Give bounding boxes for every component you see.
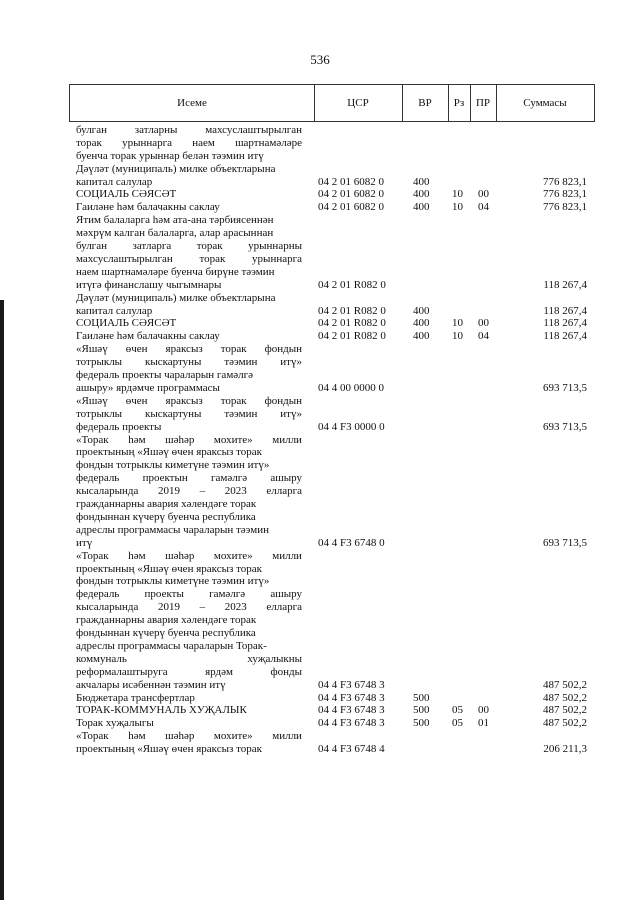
word: урыннарга xyxy=(122,136,173,149)
cell-vr: 400 xyxy=(413,317,430,330)
cell-csr: 04 2 01 6082 0 xyxy=(318,201,384,214)
cell-sum: 487 502,2 xyxy=(543,678,587,691)
row-name xyxy=(76,292,302,318)
word: елларга xyxy=(266,485,302,498)
cell-pr: 00 xyxy=(478,704,489,717)
table-header xyxy=(69,84,595,122)
row-name xyxy=(76,330,302,343)
word: затларга xyxy=(132,240,172,253)
word: СОЦИАЛЬ СӘЯСӘТ xyxy=(76,188,177,201)
row-name xyxy=(76,395,302,434)
cell-csr: 04 2 01 R082 0 xyxy=(318,304,386,317)
word: фондын тотрыклы киметүне тәэмин итү» xyxy=(76,459,270,472)
word: проектының «Яшәү өчен яраксыз торак xyxy=(76,743,262,756)
row-name-line xyxy=(76,137,302,150)
word: фондын xyxy=(264,394,302,407)
word: «Торак xyxy=(76,549,109,562)
cell-vr: 400 xyxy=(413,201,430,214)
cell-sum: 118 267,4 xyxy=(543,330,587,343)
cell-sum: 118 267,4 xyxy=(543,278,587,291)
row-name-line xyxy=(76,601,302,614)
cell-sum: 693 713,5 xyxy=(543,536,587,549)
word: акчалары исәбеннән тәэмин итү xyxy=(76,678,226,691)
word: кысаларында xyxy=(76,485,139,498)
cell-csr: 04 4 F3 6748 0 xyxy=(318,536,385,549)
cell-csr: 04 2 01 R082 0 xyxy=(318,278,386,291)
word: СОЦИАЛЬ СӘЯСӘТ xyxy=(76,317,177,330)
cell-pr: 01 xyxy=(478,717,489,730)
word: федераль проекты чараларын гамәлгә xyxy=(76,369,254,382)
row-name-line xyxy=(76,317,302,330)
row-name-line xyxy=(76,330,302,343)
row-name-line xyxy=(76,227,302,240)
word: мохите» xyxy=(213,433,253,446)
table-row xyxy=(0,292,640,318)
word: итүгә финанслашу чыгымнары xyxy=(76,278,222,291)
row-name-line xyxy=(76,266,302,279)
cell-pr: 00 xyxy=(478,317,489,330)
word: ашыру xyxy=(270,588,302,601)
word: тәэмин xyxy=(224,356,258,369)
cell-sum: 118 267,4 xyxy=(543,304,587,317)
word: 2023 xyxy=(224,601,247,614)
cell-csr: 04 4 F3 6748 4 xyxy=(318,743,385,756)
word: итү» xyxy=(280,356,302,369)
row-name-line xyxy=(76,679,302,692)
row-name-line xyxy=(76,717,302,730)
word: ашыру xyxy=(270,472,302,485)
word: махсуслаштырылган xyxy=(205,124,302,136)
cell-pr: 00 xyxy=(478,188,489,201)
word: затларны xyxy=(134,124,178,136)
word: Гаиләне һәм балачакны саклау xyxy=(76,330,220,343)
word: ашыру» ярдәмче программасы xyxy=(76,381,220,394)
row-name-line xyxy=(76,150,302,163)
word: федераль проекты xyxy=(76,420,162,433)
table-row xyxy=(0,395,640,434)
row-name-line xyxy=(76,369,302,382)
table-row xyxy=(0,343,640,395)
cell-vr: 400 xyxy=(413,330,430,343)
table-row xyxy=(0,692,640,705)
cell-pr: 04 xyxy=(478,201,489,214)
word: фондыннан күчерү буенча республика xyxy=(76,627,256,640)
word: шартнамәләре xyxy=(235,136,302,149)
word: торак xyxy=(199,252,226,265)
word: тотрыклы xyxy=(76,356,123,369)
cell-vr: 400 xyxy=(413,188,430,201)
row-name-line xyxy=(76,588,302,601)
row-name-line xyxy=(76,163,302,176)
row-name-line xyxy=(76,692,302,705)
word: фондын xyxy=(264,343,302,356)
word: наем шартнамәләре буенча бирүне тәэмин xyxy=(76,265,275,278)
column-header-vr: ВР xyxy=(402,85,449,121)
word: итү xyxy=(76,536,93,549)
cell-sum: 487 502,2 xyxy=(543,691,587,704)
cell-csr: 04 4 F3 6748 3 xyxy=(318,704,385,717)
table-row xyxy=(0,188,640,201)
row-name-line xyxy=(76,550,302,563)
row-name-line xyxy=(76,434,302,447)
row-name-line xyxy=(76,382,302,395)
word: кысаларында xyxy=(76,601,139,614)
word: мохите» xyxy=(213,549,253,562)
column-header-csr: ЦСР xyxy=(314,85,403,121)
row-name-line xyxy=(76,472,302,485)
word: яраксыз xyxy=(165,343,203,356)
word: 2019 xyxy=(157,601,180,614)
cell-csr: 04 4 00 0000 0 xyxy=(318,381,384,394)
row-name-line xyxy=(76,485,302,498)
word: буенча торак урыннар белән тәэмин итү xyxy=(76,149,264,162)
row-name xyxy=(76,434,302,550)
row-name-line xyxy=(76,408,302,421)
row-name-line xyxy=(76,459,302,472)
row-name-line xyxy=(76,524,302,537)
word: – xyxy=(199,601,206,614)
word: Ятим балаларга һәм ата-ана тәрбиясеннән xyxy=(76,214,274,227)
row-name-line xyxy=(76,575,302,588)
word: милли xyxy=(272,433,302,446)
row-name-line xyxy=(76,614,302,627)
word: фондыннан күчерү буенча республика xyxy=(76,510,256,523)
row-name-line xyxy=(76,124,302,137)
table-row xyxy=(0,163,640,189)
word: тотрыклы xyxy=(76,407,123,420)
row-name-line xyxy=(76,537,302,550)
cell-rz: 05 xyxy=(452,717,463,730)
cell-vr: 400 xyxy=(413,304,430,317)
word: шәһәр xyxy=(165,549,195,562)
word: реформалаштыруга xyxy=(76,665,168,678)
word: гамәлгә xyxy=(209,588,246,601)
row-name-line xyxy=(76,253,302,266)
row-name xyxy=(76,692,302,705)
table-row xyxy=(0,214,640,291)
row-name-line xyxy=(76,511,302,524)
word: һәм xyxy=(128,549,146,562)
row-name xyxy=(76,124,302,163)
word: – xyxy=(199,485,206,498)
word: проектын xyxy=(142,472,188,485)
table-row xyxy=(0,434,640,550)
column-header-name: Исеме xyxy=(70,85,315,121)
row-name-line xyxy=(76,176,302,189)
word: шәһәр xyxy=(165,433,195,446)
row-name xyxy=(76,730,302,756)
word: хуҗалыкны xyxy=(247,652,302,665)
word: «Яшәү xyxy=(76,394,108,407)
word: елларга xyxy=(266,601,302,614)
word: ярдәм xyxy=(205,665,233,678)
table-row xyxy=(0,550,640,692)
word: капитал салулар xyxy=(76,175,153,188)
table-row xyxy=(0,717,640,730)
cell-sum: 206 211,3 xyxy=(543,743,587,756)
row-name-line xyxy=(76,343,302,356)
word: яраксыз xyxy=(165,394,203,407)
row-name-line xyxy=(76,292,302,305)
word: проектының «Яшәү өчен яраксыз торак xyxy=(76,446,262,459)
cell-csr: 04 4 F3 0000 0 xyxy=(318,420,385,433)
cell-csr: 04 4 F3 6748 3 xyxy=(318,678,385,691)
row-name xyxy=(76,163,302,189)
word: мохите» xyxy=(213,730,253,743)
column-header-sum: Суммасы xyxy=(523,97,567,109)
word: Дәүләт (муниципаль) милке объектларына xyxy=(76,291,276,304)
row-name-line xyxy=(76,498,302,511)
cell-csr: 04 2 01 R082 0 xyxy=(318,317,386,330)
word: булган xyxy=(76,240,107,253)
cell-sum: 693 713,5 xyxy=(543,420,587,433)
table-row xyxy=(0,317,640,330)
cell-sum: 776 823,1 xyxy=(543,201,587,214)
cell-vr: 500 xyxy=(413,717,430,730)
row-name xyxy=(76,201,302,214)
word: тәэмин xyxy=(224,407,258,420)
word: урыннарны xyxy=(248,240,302,253)
row-name xyxy=(76,550,302,692)
row-name xyxy=(76,188,302,201)
cell-sum: 776 823,1 xyxy=(543,175,587,188)
cell-csr: 04 2 01 R082 0 xyxy=(318,330,386,343)
word: Торак хуҗалыгы xyxy=(76,717,154,730)
row-name-line xyxy=(76,446,302,459)
word: өчен xyxy=(125,394,148,407)
cell-sum: 118 267,4 xyxy=(543,317,587,330)
row-name xyxy=(76,343,302,395)
word: махсуслаштырылган xyxy=(76,252,173,265)
row-name-line xyxy=(76,305,302,318)
cell-csr: 04 2 01 6082 0 xyxy=(318,175,384,188)
row-name xyxy=(76,704,302,717)
row-name-line xyxy=(76,730,302,743)
word: «Торак xyxy=(76,433,109,446)
word: торак xyxy=(220,394,247,407)
row-name-line xyxy=(76,356,302,369)
row-name-line xyxy=(76,563,302,576)
word: адреслы программасы чараларын Торак- xyxy=(76,639,267,652)
row-name-line xyxy=(76,627,302,640)
row-name-line xyxy=(76,653,302,666)
row-name xyxy=(76,317,302,330)
word: федераль xyxy=(76,472,120,485)
row-name xyxy=(76,214,302,291)
row-name-line xyxy=(76,240,302,253)
word: «Торак xyxy=(76,730,109,743)
word: коммуналь xyxy=(76,652,127,665)
word: урыннарга xyxy=(252,252,302,265)
word: Гаиләне һәм балачакны саклау xyxy=(76,201,220,214)
word: торак xyxy=(196,240,223,253)
column-header-pr: ПР xyxy=(470,85,497,121)
word: һәм xyxy=(128,730,146,743)
word: мәхрүм калган балаларга, алар арасыннан xyxy=(76,227,274,240)
cell-pr: 04 xyxy=(478,330,489,343)
row-name-line xyxy=(76,395,302,408)
word: итү» xyxy=(280,407,302,420)
word: гражданнарны авария хәлендәге торак xyxy=(76,498,257,511)
word: кыскартуны xyxy=(144,356,202,369)
cell-sum: 487 502,2 xyxy=(543,704,587,717)
table-row xyxy=(0,730,640,756)
word: «Яшәү xyxy=(76,343,108,356)
table-row xyxy=(0,330,640,343)
word: фонды xyxy=(270,665,302,678)
word: проектының «Яшәү өчен яраксыз торак xyxy=(76,562,262,575)
row-name-line xyxy=(76,214,302,227)
row-name xyxy=(76,717,302,730)
cell-vr: 500 xyxy=(413,704,430,717)
cell-vr: 400 xyxy=(413,175,430,188)
word: өчен xyxy=(125,343,148,356)
page-number: 536 xyxy=(310,52,330,67)
word: 2023 xyxy=(224,485,247,498)
word: гамәлгә xyxy=(211,472,248,485)
cell-csr: 04 4 F3 6748 3 xyxy=(318,691,385,704)
word: Бюджетара трансфертлар xyxy=(76,691,195,704)
row-name-line xyxy=(76,640,302,653)
word: капитал салулар xyxy=(76,304,153,317)
row-name-line xyxy=(76,743,302,756)
word: торак xyxy=(76,136,102,149)
table-row xyxy=(0,201,640,214)
row-name-line xyxy=(76,704,302,717)
word: 2019 xyxy=(157,485,180,498)
word: адреслы программасы чараларын тәэмин xyxy=(76,523,270,536)
cell-csr: 04 4 F3 6748 3 xyxy=(318,717,385,730)
word: ТОРАК-КОММУНАЛЬ ХУҖАЛЫК xyxy=(76,704,247,717)
column-header-rz: Рз xyxy=(448,85,471,121)
row-name-line xyxy=(76,188,302,201)
row-name-line xyxy=(76,421,302,434)
cell-rz: 05 xyxy=(452,704,463,717)
word: һәм xyxy=(128,433,146,446)
cell-rz: 10 xyxy=(452,330,463,343)
cell-vr: 500 xyxy=(413,691,430,704)
word: милли xyxy=(272,730,302,743)
row-name-line xyxy=(76,279,302,292)
row-name-line xyxy=(76,201,302,214)
word: кыскартуны xyxy=(144,407,202,420)
word: булган xyxy=(76,124,107,136)
word: наем xyxy=(192,136,215,149)
table-row xyxy=(0,124,640,163)
cell-rz: 10 xyxy=(452,188,463,201)
word: гражданнарны авария хәлендәге торак xyxy=(76,614,257,627)
row-name-line xyxy=(76,666,302,679)
cell-rz: 10 xyxy=(452,201,463,214)
table-body xyxy=(0,124,640,756)
cell-sum: 776 823,1 xyxy=(543,188,587,201)
word: фондын тотрыклы киметүне тәэмин итү» xyxy=(76,575,270,588)
cell-sum: 487 502,2 xyxy=(543,717,587,730)
word: проекты xyxy=(144,588,184,601)
cell-sum: 693 713,5 xyxy=(543,381,587,394)
word: федераль xyxy=(76,588,120,601)
table-row xyxy=(0,704,640,717)
word: Дәүләт (муниципаль) милке объектларына xyxy=(76,162,276,175)
cell-csr: 04 2 01 6082 0 xyxy=(318,188,384,201)
word: шәһәр xyxy=(165,730,195,743)
word: торак xyxy=(220,343,247,356)
cell-rz: 10 xyxy=(452,317,463,330)
word: милли xyxy=(272,549,302,562)
